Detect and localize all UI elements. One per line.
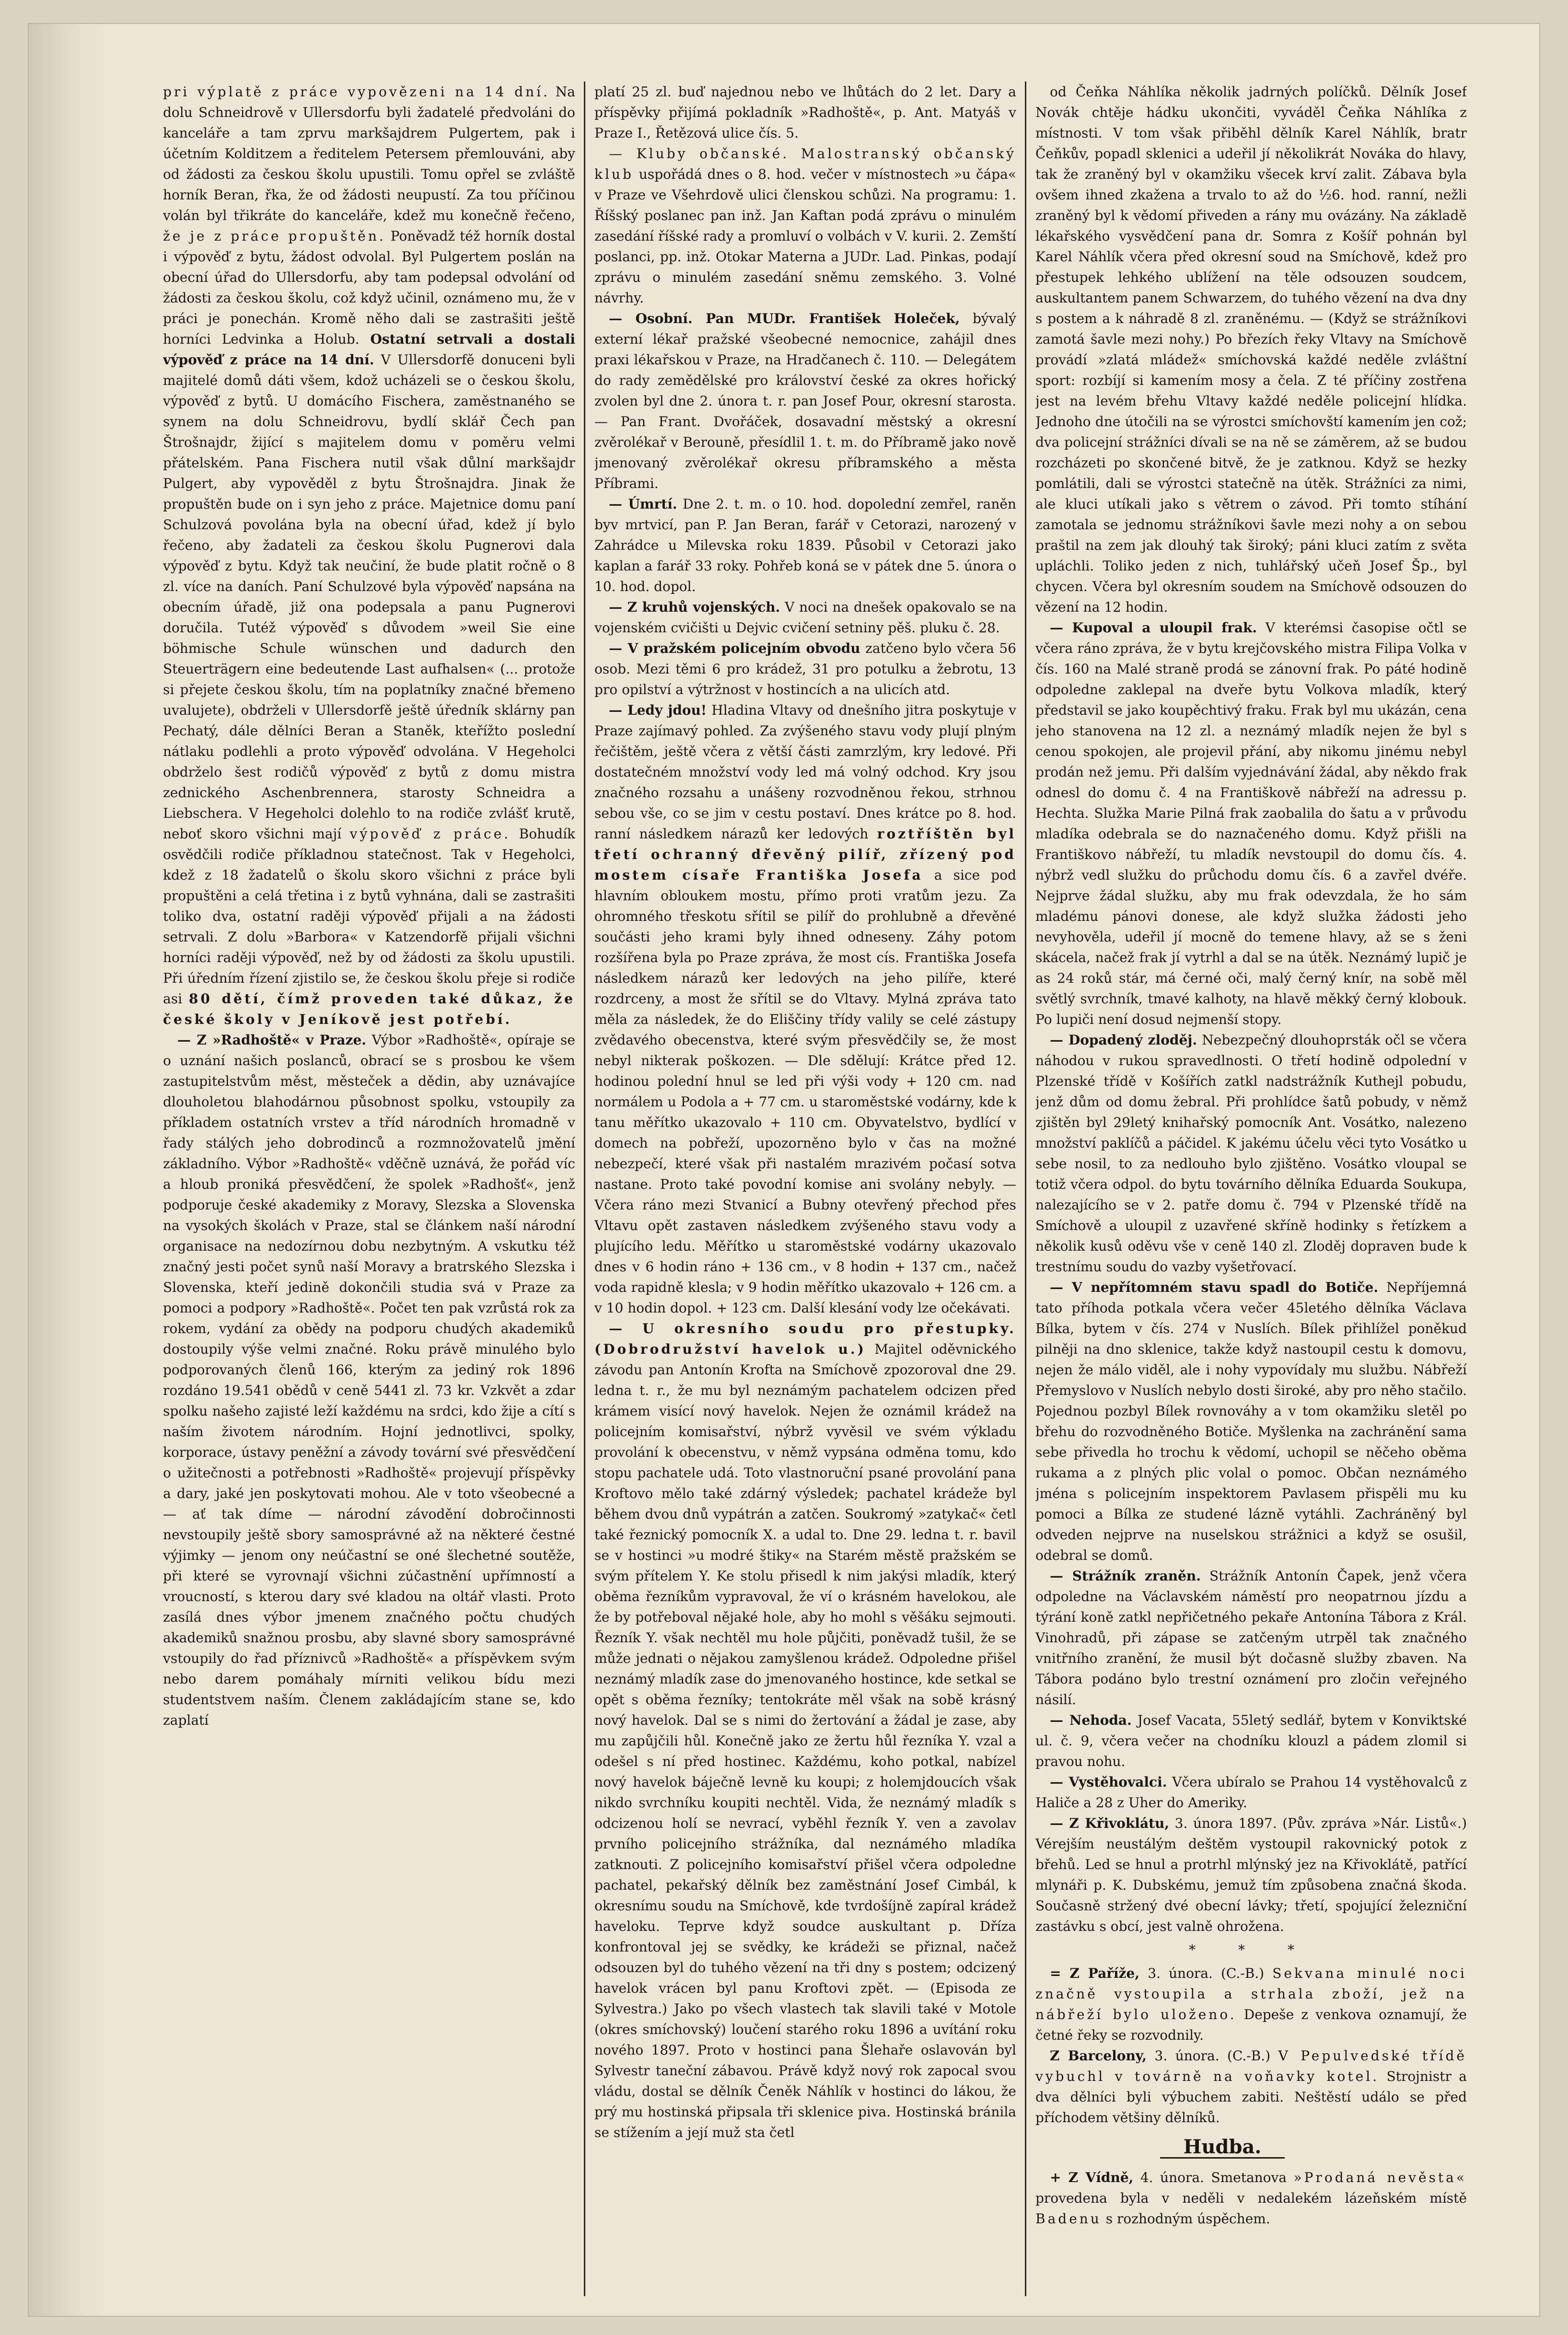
column-rule [1025,81,1026,2296]
text-run: Výbor »Radhoště«, opíraje se o uznání našich poslanců, obrací se s prosbou ke všem zastupitelstvům měst, městeček a dědin, aby uznávajíce dlouholetou blahodárnou působnost spolku, vstoupily za příkladem ostatních vrstev a tříd národních hromadně v řady stálých jeho dobrodinců a rozmnožovatelů jmění základního. Výbor »Radhoště« vděčně uznává, že pořád víc a hloub proniká přesvědčení, že spolek »Radhošť«, jenž podporuje české akademiky z Moravy, Slezska a Slovenska na vysokých školách v Praze, stal se článkem naší národní organisace na nedozírnou dobu nezbytným. A vskutku též značný jesti počet synů naší Moravy a bratrského Slezska i Slovenska, kteří jedině dokončili studia svá v Praze za pomoci a podpory »Radhoště«. Počet ten pak vzrůstá rok za rokem, vydání za obědy na podporu chudých akademiků dostoupily výše velmi značné. Roku právě minulého bylo podporovaných členů 166, kterým za jediný rok 1896 rozdáno 19.541 obědů v ceně 5441 zl. 73 kr. Vzkvět a zdar spolku našeho zajisté leží každému na srdci, kdo žije a cítí s naším životem národním. Hojní jednotlivci, spolky, korporace, ústavy peněžní a závody tovární své přesvědčení o užitečnosti a potřebnosti »Radhoště« projevují příspěvky a dary, jaké jen poskytovati mohou. Ale v toto všeobecné a — ať tak díme — národní závodění dobročinnosti nevstoupily ještě sbory samosprávné až na některé čestné výjimky — jenom ony neúčastní se oné šlechetné soutěže, při které se vyrovnají všichni zúčastnění upřímností a vroucností, s kterou dary své kladou na oltář vlasti. Proto zasílá dnes výbor jmenem značného počtu chudých akademiků snažnou prosbu, aby slavné sbory samosprávné vstoupily do řad příznivců »Radhoště« a příspěvkem svým nebo darem pomáhaly mírniti velikou bídu mezi studentstvem naším. Členem zakládajícím stane se, kdo zaplatí [163,1032,575,1728]
text-run: — U okresního soudu pro přestupky. (Dobrodružství havelok u.) [594,1321,1016,1357]
text-run: 3. února 1897. (Pův. zpráva »Nár. Listů«.) Vérejším neustálým deštěm vystoupil rakovnický potok z břehů. Led se hnul a protrhl mlýnský jez na Křivoklátě, patřící mlynáři p. K. Dubskému, jemuž tím způsobena značná škoda. Současně stržený dvé obecní lávky; třetí, spojující železniční zastávku s obcí, jest valně ohrožena. [1035,1815,1467,1934]
text-run: — Vystěhovalci. [1050,1774,1167,1790]
news-paragraph [163,81,575,1030]
news-paragraph [594,597,1016,638]
text-run: — Ledy jdou! [609,702,707,718]
text-run: — Dopadený zloděj. [1050,1032,1197,1048]
text-run: 3. února. (C.-B.) [1139,1965,1273,1981]
news-paragraph [594,1318,1016,2143]
text-run: V noci na dnešek opakovalo se na vojenském cvičišti u Dejvic cvičení setniny pěš. pluku č. 28. [594,599,1016,636]
text-run: Na dolu Schneidrově v Ullersdorfu byli žadatelé předvoláni do kanceláře a tam zprvu markšajdrem Pulgertem, pak i účetním Kolditzem a ředitelem Petersem přemlouváni, aby od žádosti za českou školu upustili. Tomu opřel se zvláště horník Beran, řka, že od žádosti neupustí. Za tou příčinou volán byl třikráte do kanceláře, kdež mu konečně řečeno, [163,84,575,223]
text-run: Majitel oděvnického závodu pan Antonín Krofta na Smíchově zpozoroval dne 29. ledna t. r., že mu byl neznámým pachatelem odcizen před krámem visící nový havelok. Nejen že oznámil krádež na policejním komisařství, nýbrž vyvěsil ve svém výkladu provolání k obecenstvu, v němž vypsána odměna tomu, kdo stopu pachatele udá. Toto vlastnoruční psané provolání pana Kroftovo mělo také zdárný výsledek; pachatel krádeže byl během dvou dnů vypátrán a zatčen. Soukromý »zatykač« četl také řeznický pomocník X. a udal to. Dne 29. ledna t. r. bavil se v hostinci »u modré štiky« na Starém městě pražském se svým přítelem Y. Ke stolu přisedl k nim jakýsi mladík, který oběma řezníkům vypravoval, že ví o krásném havelokou, ale že by potřeboval nějaké hole, aby ho mohl s věšáku sejmouti. Řezník Y. však nechtěl mu hole půjčiti, poněvadž tušil, že se může jednati o nějakou zamyšlenou krádež. Odpoledne přišel neznámý mladík zase do jmenovaného hostince, kde setkal se opět s oběma řezníky; tentokráte měl však na sobě krásný nový havelok. Dal se s nimi do žertování a žádal je zase, aby mu zapůjčili hůl. Konečně jako ze žertu hůl řezníka Y. vzal a odešel s ní před hostinec. Každému, koho potkal, nabízel nový havelok báječně levně ku koupi; z holemjdoucích však nikdo svrchníku koupiti nechtěl. Vida, že neznámý mladík s odcizenou holí se nevrací, vyběhl řezník Y. ven a zavolav prvního policejního strážníka, dal neznámého mladíka zatknouti. Z policejního komisařství přišel včera odpoledne pachatel, pekařský dělník bez zaměstnání Josef Cimbál, k okresnímu soudu na Smíchově, kde tvrdošíjně zapíral krádež haveloku. Teprve když soudce auskultant p. Dříza konfrontoval jej se svědky, ke krádeži se přiznal, načež odsouzen byl do tuhého vězení na tři dny s postem; odcizený havelok vrácen byl panu Kroftovi zpět. — (Episoda ze Sylvestra.) Jako po všech vlastech tak slavili také v Motole (okres smíchovský) loučení starého roku 1896 a uvítání roku nového 1897. Proto v hostinci pana Šlehaře oslavován byl Sylvestr taneční zábavou. Právě když nový rok zapocal svou vládu, dostal se dělník Čeněk Náhlík v hostinci do lákou, že prý mu hostinská připsala tři sklenice piva. Hostinská bránila se stížením a její muž sta četl [594,1341,1016,2140]
column-1 [163,81,575,2296]
text-run: Bohudík osvědčili rodiče příkladnou statečnost. Tak v Hegeholci, kdež z 18 žadatelů o školu skoro všichni z práce byli propuštěni a celá třetina i z bytů vyhnána, dali se zastrašiti toliko dva, ostatní raději výpověď přijali a na žádosti setrvali. Z dolu »Barbora« v Katzendorfě přijali všichni horníci raději výpověď, než by od žádosti za školu upustili. Při úředním řízení zjistilo se, že českou školu přeje si rodiče asi [163,826,575,1007]
text-run: — Z kruhů vojenských. [609,599,780,615]
text-run: — Úmrtí. [609,496,677,512]
text-run: bývalý externí lékař pražské všeobecné nemocnice, zahájil dnes praxi lékařskou v Praze, na Hradčanech č. 110. — Delegátem do rady zemědělské pro království české za okres hořický zvolen byl dne 2. února t. r. pan Josef Pour, okresní starosta. — Pan Frant. Dvořáček, dosavadní městský a okresní zvěrolékař v Berouně, přesídlil 1. t. m. do Příbramě jako nově jmenovaný zvěrolékař okresu příbramského a města Příbrami. [594,311,1016,491]
text-run: Poněvadž též horník dostal i výpověď z bytu, žádost odvolal. Byl Pulgertem poslán na obecní úřad do Ullersdorfu, aby tam podepsal odvolání od žádosti za českou školu, což když učinil, oznámeno mu, že v práci je ponechán. Kromě něho dali se zastrašiti ještě horníci Ledvinka a Holub. [163,228,575,347]
text-run: — Z »Radhoště« v Praze. [177,1032,367,1048]
text-run: platí 25 zl. buď najednou nebo ve lhůtách do 2 let. Dary a příspěvky přijímá pokladník »Radhoště«, p. Ant. Matyáš v Praze I., Řetězová ulice čís. 5. [594,84,1016,141]
news-paragraph [1035,1566,1467,1710]
text-run: 4. února. Smetanova [1133,2170,1294,2185]
news-paragraph [594,308,1016,494]
text-run: Nepříjemná tato příhoda potkala včera večer 45letého dělníka Václava Bílka, bytem v čís. 274 v Nuslích. Bílek přihlížel poněkud pilněji na dno sklenice, takže když nastoupil cestu k domovu, nejen že málo viděl, ale i nohy vypovídaly mu službu. Nábřeží Přemyslovo v Nuslích nebylo dosti široké, aby pro něho stačilo. Pojednou pozbyl Bílek rovnováhy a v tom okamžiku sletěl po břehu do rozvodněného Botiče. Myšlenka na zachránění sama sebe přivedla ho trochu k vědomí, uchopil se něčeho oběma rukama a z plných plic volal o pomoc. Občan neznámého jména s policejním inspektorem Pavlasem přispěli mu ku pomoci a Bílka ze studené lázně vytáhli. Zachráněný byl odveden nejprve na nuselskou strážnici a když se osušil, odebral se domů. [1035,1279,1467,1563]
text-run: Strážník Antonín Čapek, jenž včera odpoledne na Václavském náměstí pro neopatrnou jízdu a týrání koně zatkl nepřičetného pekaře Antonína Tábora z Král. Vinohradů, při zápase se zatčeným utrpěl tak značného vnitřního zranění, že musil být dočasně služby zbaven. Na Tábora podáno bylo trestní oznámení pro zločin veřejného násilí. [1035,1568,1467,1708]
separator-stars: * * * [1189,1942,1313,1958]
text-run: — Osobní. Pan MUDr. František Holeček, [609,311,960,326]
section-heading: Hudba. [1160,2137,1285,2159]
news-paragraph [1035,2045,1467,2128]
text-run: 3. února. (C.-B.) [1147,2048,1278,2064]
text-run: — Strážník zraněn. [1050,1568,1201,1584]
text-run: Badenu [1035,2211,1102,2227]
text-run: — Kupoval a uloupil frak. [1050,620,1257,636]
text-run: od Čeňka Náhlíka několik jadrných políčků. Dělník Josef Novák chtěje hádku ukončiti, vyváděl Čeňka Náhlíka z místnosti. V tom však přiběhl dělník Karel Náhlík, bratr Čeňkův, popadl sklenici a udeřil jí několikrát Nováka do hlavy, tak že zraněný byl v okamžiku všecek krví zalit. Zábava byla ovšem ihned zkažena a trvalo to až do ½6. hod. ranní, nežli zraněný byl k vědomí přiveden a rány mu ovázány. Na základě lékařského vysvědčení pana dr. Somra z Košíř pohnán byl Karel Náhlík včera před okresní soud na Smíchově, kdež pro přestupek lehkého ublížení na těle odsouzen soudcem, auskultantem panem Schwarzem, do tuhého vězení na dva dny s postem a k náhradě 8 zl. zraněnému. — (Když se strážníkovi zamotá šavle mezi nohy.) Po březích řeky Vltavy na Smíchově provádí »zlatá mládež« smíchovská každé neděle zvláštní sport: rozbíjí si kamením mosy a čela. Z té příčiny zostřena jest na levém břehu Vltavy každé neděle policejní hlídka. Jednoho dne útočili na se výrostci smíchovští kamením jen což; dva policejní strážníci dívali se na ně se záměrem, až se budou rozcházeti po skončené bitvě, že je zatknou. Když se hezky pomlátili, dali se výrostci statečně na útěk. Strážníci za nimi, ale kluci utíkali jako s větrem o závod. Při tomto stíhání zamotala se jednomu strážníkovi šavle mezi nohy a on sebou praštil na zem jak dlouhý tak široký; páni kluci zatím z světa upláchli. Toliko jeden z nich, tuhlářský učeň Josef Šp., byl chycen. Včera byl okresním soudem na Smíchově odsouzen do vězení na 12 hodin. [1035,84,1467,615]
text-run: — Nehoda. [1050,1712,1132,1728]
newspaper-page [29,24,1539,2316]
news-paragraph [1035,81,1467,617]
text-run: Hladina Vltavy od dnešního jitra poskytuje v Praze zajímavý pohled. Za zvýšeného stavu vody plují plným řečištěm, ještě včera z větší části zamrzlým, kry ledové. Při dostatečném množství vody led má volný odchod. Kry jsou značného rozsahu a unášeny rozvodněnou řekou, strhnou sebou vše, co se jim v cestu postaví. Dnes krátce po 8. hod. ranní následkem nárazů ker ledových [594,702,1016,842]
text-run: — V nepřítomném stavu spadl do Botiče. [1050,1279,1379,1295]
text-run: Josef Vacata, 55letý sedlář, bytem v Konviktské ul. č. 9, včera večer na chodníku klouzl a pádem zlomil si pravou nohu. [1035,1712,1467,1769]
text-run: výpověď z práce. [349,826,511,842]
text-run: Včera ubíralo se Prahou 14 vystěhovalců z Haliče a 28 z Uher do Ameriky. [1035,1774,1467,1811]
text-run: »Prodaná nevěsta« [1293,2170,1467,2185]
text-run: s rozhodným úspěchem. [1101,2211,1270,2227]
text-run: — Kluby občanské. Malostranský občanský klub [594,146,1016,182]
text-run: Ostatní setrvali a dostali výpověď z práce na 14 dní. [163,331,575,368]
text-run: pri výplatě z práce vypovězeni na 14 dní. [163,84,550,100]
text-run: uspořádá dnes o 8. hod. večer v místnostech »u čápa« v Praze ve Všehrdově ulici členskou schůzi. Na programu: 1. Říšský poslanec pan inž. Jan Kaftan podá zprávu o minulém zasedání říšské rady a promluví o volbách v V. kurii. 2. Zemští poslanci, pp. inž. Otokar Materna a JUDr. Lad. Pinkas, podají zprávu o minulém zasedání sněmu zemského. 3. Volné návrhy. [594,166,1016,306]
text-run: Nebezpečný dlouhoprsták očl se včera náhodou v rukou spravedlnosti. O třetí hodině odpolední v Plzenské třídě v Košířích zatkl nadstrážník Kuthejl pobudu, jenž dům od domu žebral. Při prohlídce šatů pobudy, v němž zjištěn byl 29letý knihařský pomocník Ant. Vosátko, nalezeno množství paklíčů a páčidel. K jakému účelu věci tyto Vosátko u sebe nosil, to za nedlouho bylo zjištěno. Vosátko vloupal se totiž včera odpol. do bytu továrního dělníka Eduarda Soukupa, nalezajícího se v 2. patře domu č. 794 v Plzenské třídě na Smíchově a uloupil z uzavřené skříně hodinky s řetízkem a několik kusů oděvu vše v ceně 140 zl. Zloděj dopraven bude k trestnímu soudu do vazby vyšetřovací. [1035,1032,1467,1275]
text-run: 80 dětí, čímž proveden také důkaz, že české školy v Jeníkově jest potřebí. [163,991,575,1027]
news-paragraph [594,700,1016,1318]
news-paragraph [594,638,1016,700]
news-paragraph [1035,1963,1467,2045]
text-run: — Z Křivoklátu, [1050,1815,1170,1831]
text-run: že je z práce propuštěn. [163,228,386,244]
text-run: provedena byla v neděli v nedalekém lázeňském místě [1035,2190,1467,2206]
text-run: V Ullersdorfě donuceni byli majitelé domů dáti všem, kdož ucházeli se o českou školu, výpověď z bytů. U domácího Fischera, zaměstnaného se synem na dolu Schneidrovu, bydlí sklář Čech pan Štrošnajdr, žijící s majitelem domu v poměru velmi přátelském. Pana Fischera nutil však důlní markšajdr Pulgert, aby vypověděl z bytu Štrošnajdra. Jinak že propuštěn bude on i syn jeho z práce. Majetnice domu paní Schulzová povolána byla na obecní úřad, kdež jí bylo řečeno, aby žadateli za českou školu Pugnerovi dala výpověď z bytu. Když tak neučiní, že bude platit ročně o 8 zl. více na daních. Paní Schulzové byla výpověď napsána na obecním úřadě, již ona podepsala a panu Pugnerovi doručila. Tutéž výpověď s důvodem »weil Sie eine böhmische Schule wünschen und dadurch den Steuerträgern eine bedeutende Last aufhalsen« (... protože si přejete českou školu, tím na poplatníky značné břemeno uvalujete), obdrželi v Ullersdorfě ještě úředník sklárny pan Pechatý, dále dělníci Beran a Staněk, kteřížto poslední nátlaku podlehli a proto výpověď odvolána. V Hegeholci obdrželo šest rodičů výpověď z bytů z domu mistra zednického Aschenbrennera, starosty Schneidra a Liebschera. V Hegeholci dolehlo to na rodiče zvlášť krutě, neboť skoro všichni mají [163,352,575,842]
news-paragraph [1035,2167,1467,2229]
text-run: V kterémsi časopise očtl se včera ráno zpráva, že v bytu krejčovského mistra Filipa Volka v čís. 160 na Malé straně prodá se zánovní frak. Po páté hodině odpoledne zaklepal na dveře bytu Volkova mladík, který představil se jako koupěchtivý fraku. Frak byl mu ukázán, cena jeho stanovena na 12 zl. a neznámý mladík nejen že byl s cenou spokojen, ale projevil přání, aby nikomu jinému nebyl prodán než jemu. Při dalším vyjednávání žádal, aby někdo frak odnesl do domu č. 4 na Františkově nábřeží na adressu p. Hechta. Služka Marie Pilná frak zaobalila do šatu a v průvodu mladíka odebrala se do naznačeného domu. Když přišli na Františkovo nábřeží, tu mladík nevstoupil do domu čís. 4. nýbrž vedl služku do průchodu domu čís. 6 a zavřel dvéře. Nejprve žádal služku, aby mu frak odevzdala, že ho sám mladému pánovi donese, ale když služka žádosti jeho nevyhověla, udeřil jí mocně do temene hlavy, až se s ženi skácela, načež frak jí vytrhl a dal se na útěk. Neznámý lupič je as 24 roků stár, má černé oči, malý černý knír, na sobě měl světlý svrchník, tmavé kalhoty, na hlavě měkký černý klobouk. Po lupiči není dosud nejmenší stopy. [1035,620,1467,1027]
text-run: — V pražském policejním obvodu [609,640,860,656]
news-paragraph [163,1030,575,1731]
text-run: Sekvana minulé noci značně vystoupila a strhala zboží, jež na nábřeží bylo uloženo. [1035,1965,1467,2022]
column-3 [1035,81,1467,2296]
news-paragraph [1035,1710,1467,1772]
column-rule [584,81,585,2296]
text-run: Depeše z venkova oznamují, že četné řeky se rozvodnily. [1035,2007,1467,2043]
text-run: Dne 2. t. m. o 10. hod. dopolední zemřel, raněn byv mrtvicí, pan P. Jan Beran, farář v Cetorazi, narozený v Zahrádce u Milevska roku 1839. Působil v Cetorazi jako kaplan a farář 33 roky. Pohřeb koná se v pátek dne 5. února o 10. hod. dopol. [594,496,1016,594]
text-run: a sice pod hlavním obloukem mostu, přímo proti vratům jezu. Za ohromného třeskotu sřítil se pilíř do prohlubně a dřevěné součásti jeho krami byly ihned odneseny. Záhy potom rozšířena byla po Praze zpráva, že most cís. Františka Josefa následkem nárazů ker ledových na jeho pilíře, které rozdrceny, a most že sřítil se do Vltavy. Mylná zpráva tato měla za následek, že do Eliščiny třídy valily se celé zástupy zvědavého obecenstva, které svým přesvědčily se, že most nebyl nikterak poškozen. — Dle sdělují: Krátce před 12. hodinou polední hnul se led při výši vody + 120 cm. nad normálem u Podola a + 77 cm. u staroměstské vodárny, kde k tanu měřítko ukazovalo + 110 cm. Obyvatelstvo, bydlící v domech na pobřeží, upozorněno bylo v čas na možné nebezpečí, které však při nastalém mrazivém počasí sotva nastane. Proto také povodní komise ani svolány nebyly. — Včera ráno mezi Stvanicí a Bubny otevřený přechod přes Vltavu opět zastaven následkem zvýšeného stavu vody a plujícího ledu. Měřítko u staroměstské vodárny ukazovalo dnes v 6 hodin ráno + 136 cm., v 8 hodin + 137 cm., načež voda rapidně klesla; v 9 hodin měřítko ukazovalo + 126 cm. a v 10 hodin dopol. + 123 cm. Další klesání vody lze očekávati. [594,867,1016,1316]
text-run: zatčeno bylo včera 56 osob. Mezi těmi 6 pro krádež, 31 pro potulku a žebrotu, 13 pro opilství a výtržnost v hostincích a na ulicích atd. [594,640,1016,697]
news-paragraph [1035,1277,1467,1566]
news-paragraph [594,143,1016,308]
news-paragraph [594,494,1016,597]
text-run: = Z Paříže, [1050,1965,1140,1981]
binding-gutter [29,24,115,2316]
text-run: Z Barcelony, [1050,2048,1147,2064]
text-run: roztříštěn byl třetí ochranný dřevěný pilíř, zřízený pod mostem císaře Františka Josefa [594,826,1016,883]
news-paragraph [1035,1030,1467,1277]
text-run: Strojnistr a dva dělníci byli výbuchem zabiti. Neštěstí událo se před příchodem většiny dělníků. [1035,2068,1467,2126]
news-paragraph [1035,1772,1467,1813]
column-2 [594,81,1016,2296]
text-run: + Z Vídně, [1050,2170,1134,2185]
news-paragraph [1035,1813,1467,1937]
text-run: V Pepulvedské třídě vybuchl v továrně na voňavky kotel. [1035,2048,1467,2084]
news-paragraph [594,81,1016,143]
news-paragraph [1035,617,1467,1030]
